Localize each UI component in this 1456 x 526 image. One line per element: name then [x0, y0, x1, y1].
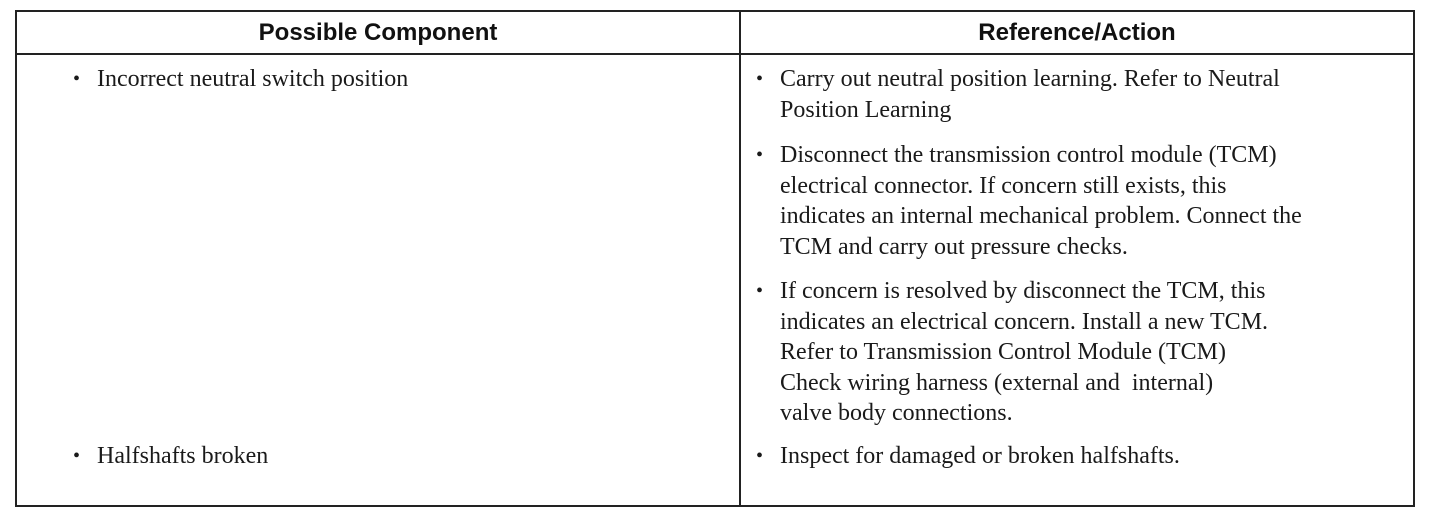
header-possible-component: Possible Component: [258, 19, 498, 46]
column-divider: [739, 12, 741, 505]
action-text: Carry out neutral position learning. Refer to Neutral Position Learning: [780, 66, 1280, 123]
bullet-icon: •: [756, 280, 764, 302]
bullet-icon: •: [756, 144, 764, 166]
table-header-row: [17, 12, 1413, 55]
bullet-icon: •: [73, 445, 81, 467]
bullet-icon: •: [73, 68, 81, 90]
component-text: Incorrect neutral switch position: [97, 66, 409, 92]
bullet-icon: •: [756, 445, 764, 467]
component-text: Halfshafts broken: [97, 443, 269, 469]
action-text: Disconnect the transmission control module (TCM) electrical connector. If concern still exists, this indicates an internal mechanical problem. Connect the TCM and carry out pressure checks.: [780, 142, 1302, 260]
bullet-icon: •: [756, 68, 764, 90]
header-reference-action: Reference/Action: [978, 19, 1176, 46]
action-text: If concern is resolved by disconnect the TCM, this indicates an electrical concern. Install a new TCM. Refer to Transmission Control Module (TCM) Check wiring harness (external and internal) valve body connections.: [780, 278, 1269, 426]
diagnostic-table: [15, 10, 1415, 507]
action-text: Inspect for damaged or broken halfshafts.: [780, 443, 1180, 469]
